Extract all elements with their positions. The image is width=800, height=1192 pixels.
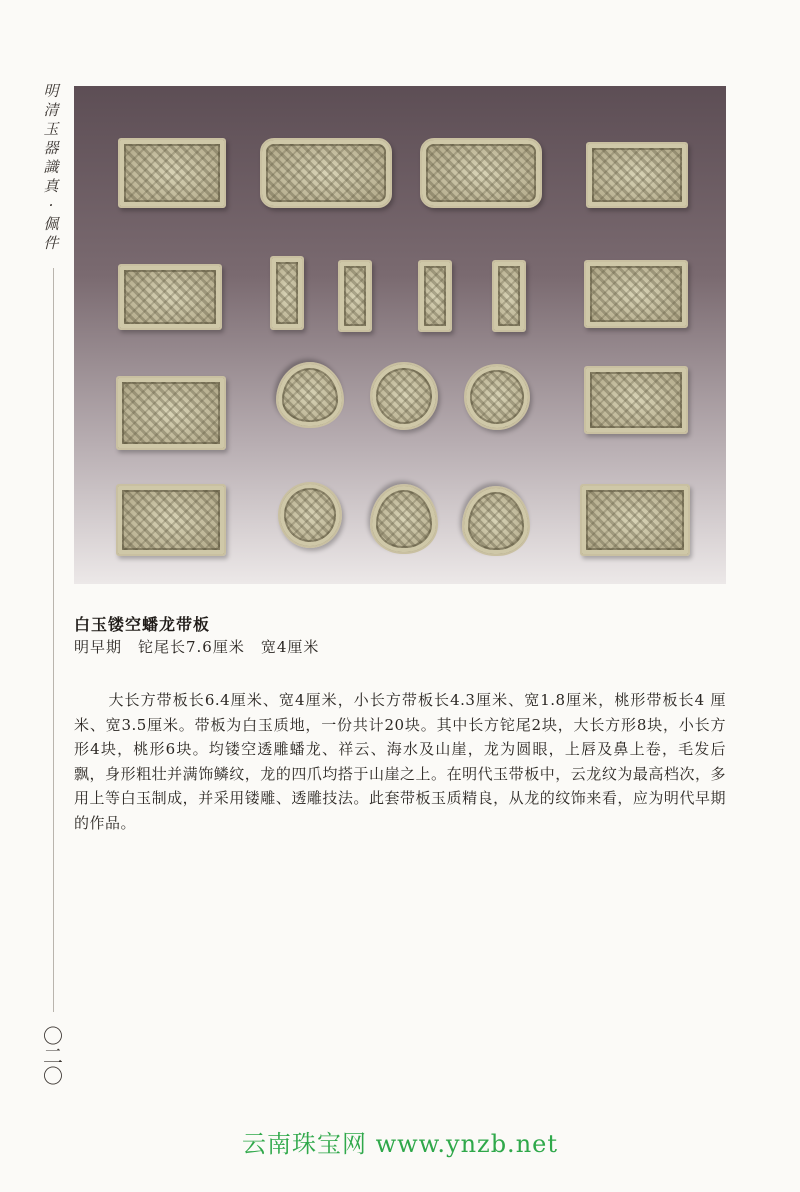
plaque-peach	[276, 362, 344, 428]
plaque-tail	[260, 138, 392, 208]
plaque-peach	[462, 486, 530, 556]
plaque-large-rect	[584, 260, 688, 328]
header-char: 真	[43, 177, 59, 195]
plaque-large-rect	[584, 366, 688, 434]
plaque-tail	[420, 138, 542, 208]
plaque-large-rect	[116, 484, 226, 556]
plaque-peach	[370, 484, 438, 554]
header-char: 件	[43, 234, 59, 252]
header-char: 佩	[43, 215, 59, 233]
plaque-peach	[464, 364, 530, 430]
jade-belt-plaques-photo	[74, 86, 726, 584]
plaque-large-rect	[118, 138, 226, 208]
header-char: ·	[48, 196, 54, 214]
page-number-char: 〇	[43, 1064, 63, 1088]
plaque-peach	[370, 362, 438, 430]
watermark: 云南珠宝网 www.ynzb.net	[242, 1130, 558, 1158]
page-number	[40, 1026, 66, 1086]
plaque-large-rect	[118, 264, 222, 330]
header-char: 識	[43, 158, 59, 176]
caption-subtitle: 明早期 铊尾长7.6厘米 宽4厘米	[74, 638, 320, 656]
header-char: 玉	[43, 120, 59, 138]
plaque-large-rect	[586, 142, 688, 208]
header-char: 明	[43, 82, 59, 100]
plaque-small-rect	[338, 260, 372, 332]
page-number-char: 二	[43, 1044, 63, 1068]
page-number-char: 〇	[43, 1024, 63, 1048]
plaque-small-rect	[418, 260, 452, 332]
body-paragraph: 大长方带板长6.4厘米、宽4厘米，小长方带板长4.3厘米、宽1.8厘米，桃形带板长4 厘米、宽3.5厘米。带板为白玉质地，一份共计20块。其中长方铊尾2块，大长方形8块，小长方形4块，桃形6块。均镂空透雕蟠龙、祥云、海水及山崖，龙为圆眼，上唇及鼻上卷，毛发后飘，身形粗壮并满饰鳞纹，龙的四爪均搭于山崖之上。在明代玉带板中，云龙纹为最高档次，多用上等白玉制成，并采用镂雕、透雕技法。此套带板玉质精良，从龙的纹饰来看，应为明代早期的作品。	[74, 691, 726, 832]
margin-rule	[53, 268, 54, 1012]
running-header-vertical	[40, 82, 62, 253]
header-char: 清	[43, 101, 59, 119]
plaque-small-rect	[492, 260, 526, 332]
plaque-large-rect	[580, 484, 690, 556]
plaque-large-rect	[116, 376, 226, 450]
caption-title: 白玉镂空蟠龙带板	[74, 615, 211, 634]
plaque-small-rect	[270, 256, 304, 330]
plaque-peach	[278, 482, 342, 548]
header-char: 器	[43, 139, 59, 157]
